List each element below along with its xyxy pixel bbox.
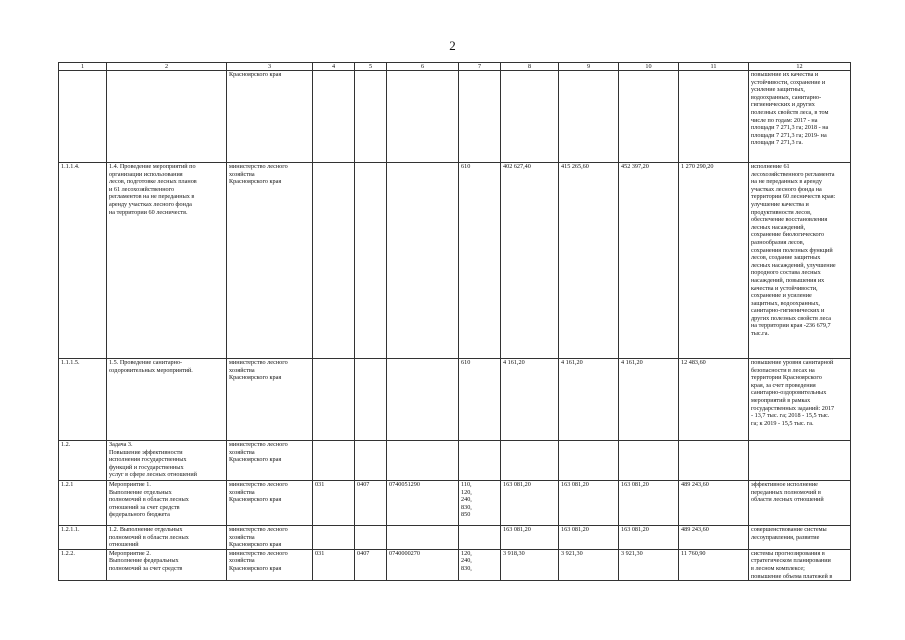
rzpr-cell bbox=[355, 163, 387, 359]
amount-2019-cell bbox=[619, 71, 679, 163]
csr-cell: 0740051290 bbox=[387, 481, 459, 526]
rzpr-cell bbox=[355, 526, 387, 550]
table-row bbox=[59, 359, 851, 441]
amount-2017-cell: 4 161,20 bbox=[501, 359, 559, 441]
activity-name-cell: 1.4. Проведение мероприятий по организации использования лесов, подготовке лесных планов и 61 лесохозяйственного регламентов на не переданных в аренду участках лесного фонда на территории 60 лесничеств. bbox=[107, 163, 227, 359]
table-row bbox=[59, 549, 851, 580]
amount-total-cell: 11 760,90 bbox=[679, 549, 749, 580]
row-code-cell: 1.2.2. bbox=[59, 549, 107, 580]
row-code-cell: 1.2.1 bbox=[59, 481, 107, 526]
amount-2017-cell bbox=[501, 71, 559, 163]
executor-cell: министерство лесного хозяйства Красноярского края bbox=[227, 359, 313, 441]
amount-2018-cell: 163 081,20 bbox=[559, 526, 619, 550]
amount-2018-cell: 415 265,60 bbox=[559, 163, 619, 359]
column-header: 8 bbox=[501, 63, 559, 71]
vr-cell: 610 bbox=[459, 163, 501, 359]
expected-result-cell: эффективное исполнение переданных полномочий в области лесных отношений bbox=[749, 481, 851, 526]
activity-name-cell: 1.2. Выполнение отдельных полномочий в области лесных отношений bbox=[107, 526, 227, 550]
column-header: 1 bbox=[59, 63, 107, 71]
table-row bbox=[59, 526, 851, 550]
activity-name-cell: 1.5. Проведение санитарно- оздоровительных мероприятий. bbox=[107, 359, 227, 441]
row-code-cell: 1.2.1.1. bbox=[59, 526, 107, 550]
vr-cell bbox=[459, 441, 501, 481]
column-header: 5 bbox=[355, 63, 387, 71]
table-row bbox=[59, 163, 851, 359]
column-header: 6 bbox=[387, 63, 459, 71]
amount-total-cell: 489 243,60 bbox=[679, 481, 749, 526]
vr-cell bbox=[459, 71, 501, 163]
amount-2019-cell: 4 161,20 bbox=[619, 359, 679, 441]
column-header: 10 bbox=[619, 63, 679, 71]
amount-2017-cell bbox=[501, 441, 559, 481]
expected-result-cell bbox=[749, 441, 851, 481]
column-header: 12 bbox=[749, 63, 851, 71]
page-number: 2 bbox=[449, 38, 456, 53]
amount-total-cell bbox=[679, 441, 749, 481]
amount-2019-cell: 163 081,20 bbox=[619, 481, 679, 526]
table-body bbox=[59, 71, 851, 581]
budget-table bbox=[58, 62, 851, 581]
rzpr-cell bbox=[355, 441, 387, 481]
row-code-cell: 1.2. bbox=[59, 441, 107, 481]
expected-result-cell: повышение уровня санитарной безопасности в лесах на территории Красноярского края, за счет проведения санитарно-оздоровительных мероприятий в рамках государственных заданий: 2017 - 13,7 тыс. га; 2018 - 15,5 тыс. га; к 2019 - 15,5 тыс. га. bbox=[749, 359, 851, 441]
table-row bbox=[59, 441, 851, 481]
amount-2017-cell: 163 081,20 bbox=[501, 481, 559, 526]
executor-cell: Красноярского края bbox=[227, 71, 313, 163]
executor-cell: министерство лесного хозяйства Красноярского края bbox=[227, 163, 313, 359]
executor-cell: министерство лесного хозяйства Красноярского края bbox=[227, 441, 313, 481]
grbs-cell bbox=[313, 163, 355, 359]
column-header: 4 bbox=[313, 63, 355, 71]
expected-result-cell: совершенствование системы лесоуправления, развитие bbox=[749, 526, 851, 550]
activity-name-cell: Мероприятие 1. Выполнение отдельных полномочий в области лесных отношений за счет средств федерального бюджета bbox=[107, 481, 227, 526]
amount-total-cell bbox=[679, 71, 749, 163]
row-code-cell: 1.1.1.4. bbox=[59, 163, 107, 359]
activity-name-cell: Задача 3. Повышение эффективности исполнения государственных функций и государственных услуг в сфере лесных отношений bbox=[107, 441, 227, 481]
column-header: 3 bbox=[227, 63, 313, 71]
expected-result-cell: системы прогнозирования в стратегическом планировании в лесном комплексе; повышение объема платежей в bbox=[749, 549, 851, 580]
csr-cell: 0740000270 bbox=[387, 549, 459, 580]
vr-cell: 110, 120, 240, 830, 850 bbox=[459, 481, 501, 526]
rzpr-cell bbox=[355, 359, 387, 441]
grbs-cell bbox=[313, 526, 355, 550]
amount-2019-cell: 3 921,30 bbox=[619, 549, 679, 580]
amount-total-cell: 12 483,60 bbox=[679, 359, 749, 441]
csr-cell bbox=[387, 71, 459, 163]
amount-2018-cell bbox=[559, 71, 619, 163]
grbs-cell: 031 bbox=[313, 481, 355, 526]
executor-cell: министерство лесного хозяйства Красноярского края bbox=[227, 481, 313, 526]
executor-cell: министерство лесного хозяйства Красноярского края bbox=[227, 526, 313, 550]
amount-2019-cell: 163 081,20 bbox=[619, 526, 679, 550]
amount-2018-cell: 163 081,20 bbox=[559, 481, 619, 526]
grbs-cell bbox=[313, 441, 355, 481]
vr-cell: 120, 240, 830, bbox=[459, 549, 501, 580]
amount-total-cell: 1 270 290,20 bbox=[679, 163, 749, 359]
column-number-row bbox=[59, 63, 851, 71]
amount-2018-cell: 3 921,30 bbox=[559, 549, 619, 580]
amount-2019-cell bbox=[619, 441, 679, 481]
row-code-cell bbox=[59, 71, 107, 163]
vr-cell bbox=[459, 526, 501, 550]
csr-cell bbox=[387, 526, 459, 550]
activity-name-cell: Мероприятие 2. Выполнение федеральных полномочий за счет средств bbox=[107, 549, 227, 580]
csr-cell bbox=[387, 163, 459, 359]
amount-total-cell: 489 243,60 bbox=[679, 526, 749, 550]
amount-2017-cell: 163 081,20 bbox=[501, 526, 559, 550]
table-row bbox=[59, 71, 851, 163]
rzpr-cell: 0407 bbox=[355, 549, 387, 580]
executor-cell: министерство лесного хозяйства Красноярского края bbox=[227, 549, 313, 580]
amount-2018-cell: 4 161,20 bbox=[559, 359, 619, 441]
expected-result-cell: повышение их качества и устойчивости, сохранение и усиление защитных, водоохранных, санитарно- гигиенических и других полезных свойств леса, в том числе по годам: 2017 - на площади 7 271,3 га; 2018 - на площади 7 271,3 га; 2019- на площади 7 271,3 га. bbox=[749, 71, 851, 163]
grbs-cell bbox=[313, 359, 355, 441]
table-row bbox=[59, 481, 851, 526]
column-header: 7 bbox=[459, 63, 501, 71]
column-header: 2 bbox=[107, 63, 227, 71]
amount-2017-cell: 3 918,30 bbox=[501, 549, 559, 580]
grbs-cell bbox=[313, 71, 355, 163]
amount-2017-cell: 402 627,40 bbox=[501, 163, 559, 359]
grbs-cell: 031 bbox=[313, 549, 355, 580]
column-header: 9 bbox=[559, 63, 619, 71]
csr-cell bbox=[387, 359, 459, 441]
row-code-cell: 1.1.1.5. bbox=[59, 359, 107, 441]
expected-result-cell: исполнение 61 лесохозяйственного регламента на не переданных в аренду участках лесного фонда на территории 60 лесничеств края: улучшение качества и продуктивности лесов, обеспечение восстановления лесных насаждений, сохранение биологического разнообразия лесов, сохранения полезных функций лесов, создание защитных лесных насаждений, улучшение породного состава лесных насаждений, повышения их качества и устойчивости, сохранение и усиление защитных, водоохранных, санитарно-гигиенических и других полезных свойств леса на территории края -236 679,7 тыс.га. bbox=[749, 163, 851, 359]
amount-2018-cell bbox=[559, 441, 619, 481]
amount-2019-cell: 452 397,20 bbox=[619, 163, 679, 359]
activity-name-cell bbox=[107, 71, 227, 163]
rzpr-cell bbox=[355, 71, 387, 163]
vr-cell: 610 bbox=[459, 359, 501, 441]
rzpr-cell: 0407 bbox=[355, 481, 387, 526]
column-header: 11 bbox=[679, 63, 749, 71]
csr-cell bbox=[387, 441, 459, 481]
